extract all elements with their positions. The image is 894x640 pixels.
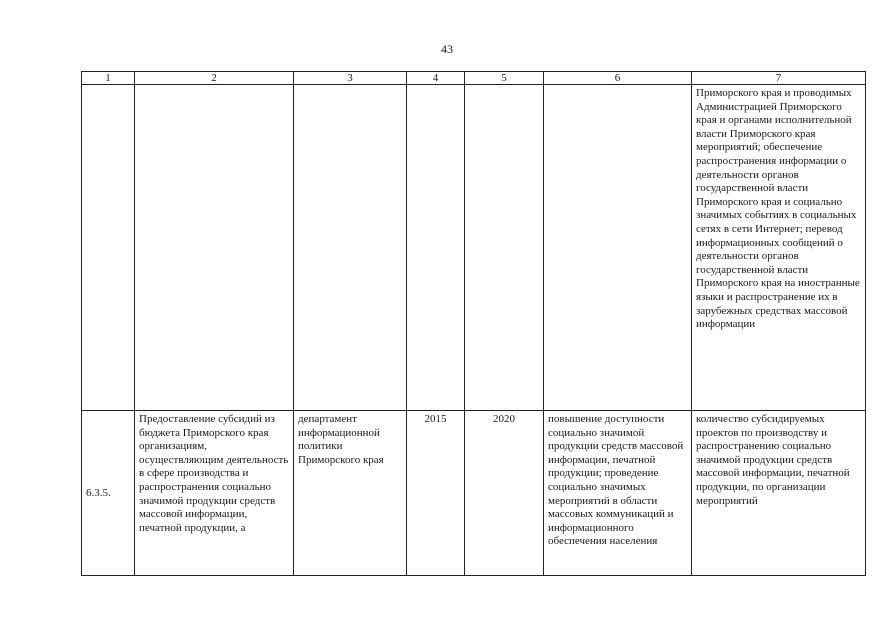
cell-start-year xyxy=(407,85,465,411)
cell-result: повышение доступности социально значимой продукции средств массовой информации, печатной продукции; проведение социально значимых мероприятий в области массовых коммуникаций и информационного обеспечения населения xyxy=(544,411,692,576)
cell-activity xyxy=(135,85,294,411)
column-header: 6 xyxy=(544,72,692,85)
column-header: 7 xyxy=(692,72,866,85)
cell-executor: департамент информационной политики Приморского края xyxy=(294,411,407,576)
column-header: 5 xyxy=(465,72,544,85)
column-header: 1 xyxy=(82,72,135,85)
cell-end-year xyxy=(465,85,544,411)
cell-executor xyxy=(294,85,407,411)
cell-result xyxy=(544,85,692,411)
column-header: 2 xyxy=(135,72,294,85)
cell-activity: Предоставление субсидий из бюджета Приморского края организациям, осуществляющим деятельность в сфере производства и распространения социально значимой продукции средств массовой информации, печатной продукции, а xyxy=(135,411,294,576)
cell-number: 6.3.5. xyxy=(82,411,135,576)
cell-indicator: количество субсидируемых проектов по производству и распространению социально значимой продукции средств массовой информации, печатной продукции, по организации мероприятий xyxy=(692,411,866,576)
page-number: 43 xyxy=(441,42,453,56)
table-row xyxy=(82,411,866,576)
table-row xyxy=(82,85,866,411)
cell-start-year: 2015 xyxy=(407,411,465,576)
cell-end-year: 2020 xyxy=(465,411,544,576)
header-row xyxy=(82,72,866,85)
cell-indicator: Приморского края и проводимых Администрацией Приморского края и органами исполнительной власти Приморского края мероприятий; обеспечение распространения информации о деятельности органов государственной власти Приморского края и социально значимых событиях в социальных сетях в сети Интернет; перевод информационных сообщений о деятельности органов государственной власти Приморского края на иностранные языки и распространение их в зарубежных средствах массовой информации xyxy=(692,85,866,411)
column-header: 4 xyxy=(407,72,465,85)
cell-number xyxy=(82,85,135,411)
program-table xyxy=(81,71,866,576)
column-header: 3 xyxy=(294,72,407,85)
